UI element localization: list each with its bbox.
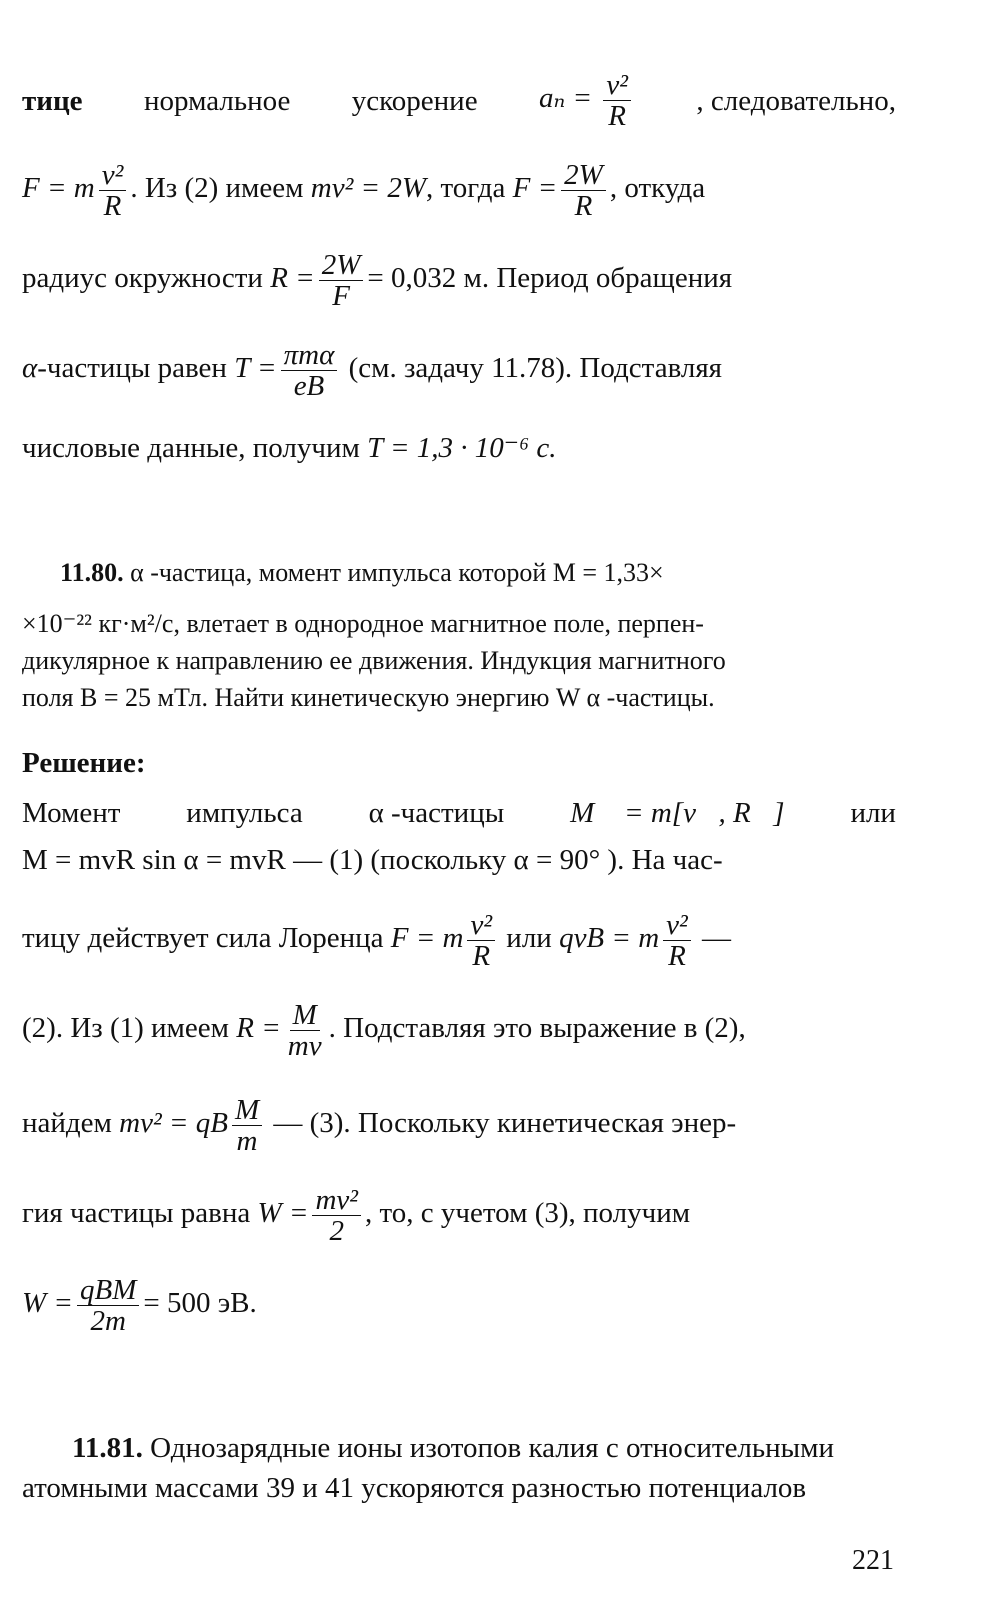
text: радиус окружности <box>22 262 263 295</box>
denominator: R <box>574 190 593 222</box>
text: — <box>702 922 731 955</box>
word: ускорение <box>351 84 478 117</box>
text-line-5 <box>22 430 896 466</box>
text: атомными массами 39 и 41 ускоряются разностью потенциалов <box>22 1472 807 1504</box>
problem-11-80-line-1 <box>60 555 896 591</box>
fraction <box>77 1275 139 1336</box>
formula-part: R = <box>236 1012 281 1045</box>
text: — (3). Поскольку кинетическая энер- <box>273 1107 737 1140</box>
text: M = mvR sin α = mvR — (1) (поскольку α = 90° ). На час- <box>22 844 723 876</box>
numerator: v² <box>603 70 631 101</box>
text: ×10⁻²² кг·м²/с, влетает в однородное магнитное поле, перпен- <box>22 609 704 638</box>
denominator: mv <box>287 1030 322 1062</box>
numerator: mv² <box>312 1185 361 1216</box>
numerator: M <box>232 1095 262 1126</box>
numerator: 2W <box>319 250 364 281</box>
problem-11-80-line-4 <box>22 680 896 716</box>
word: или <box>850 797 896 829</box>
formula-part: M⃗ = m[v⃗, R⃗] <box>570 797 785 829</box>
solution-line-7 <box>22 1275 896 1336</box>
numerator: v² <box>99 160 127 191</box>
numerator: M <box>290 1000 320 1031</box>
text: поля B = 25 мТл. Найти кинетическую энергию W α -частицы. <box>22 683 715 712</box>
fraction <box>561 160 606 221</box>
text: гия частицы равна <box>22 1197 251 1230</box>
text: , то, с учетом (3), получим <box>364 1197 691 1230</box>
fraction <box>232 1095 262 1156</box>
text: (2). Из (1) имеем <box>22 1012 229 1045</box>
formula-part: T = 1,3 · 10⁻⁶ с. <box>367 432 557 464</box>
fraction <box>467 910 495 971</box>
text-line-2 <box>22 160 896 221</box>
text: (см. задачу 11.78). Подставляя <box>348 352 723 385</box>
denominator: R <box>668 940 686 972</box>
formula-part: F = m <box>390 922 464 955</box>
formula-part: T = <box>234 352 277 385</box>
formula-part: W = <box>257 1197 309 1230</box>
denominator: eB <box>293 370 325 402</box>
denominator: R <box>608 100 627 132</box>
problem-11-80-line-3 <box>22 643 896 679</box>
solution-line-4 <box>22 1000 896 1061</box>
formula-part: F = m <box>22 172 95 205</box>
fraction <box>312 1185 361 1246</box>
fraction <box>603 70 631 131</box>
page-number: 221 <box>852 1545 894 1576</box>
word: или <box>506 922 552 955</box>
word: нормальное <box>144 84 291 117</box>
formula <box>539 70 635 131</box>
problem-11-81-line-1 <box>72 1430 896 1466</box>
denominator: R <box>472 940 491 972</box>
problem-number: 11.81. <box>72 1432 143 1464</box>
solution-line-3 <box>22 910 896 971</box>
formula-part: aₙ = <box>539 82 593 115</box>
text-line-1 <box>22 70 896 131</box>
text: -частицы равен <box>37 352 227 385</box>
numerator: πmα <box>281 340 338 371</box>
text: тицу действует сила Лоренца <box>22 922 384 955</box>
solution-line-5 <box>22 1095 896 1156</box>
numerator: 2W <box>561 160 606 191</box>
fraction <box>319 250 364 311</box>
numerator: v² <box>663 910 691 941</box>
solution-heading: Решение: <box>22 747 146 779</box>
word: тице <box>22 84 83 117</box>
solution-line-6 <box>22 1185 896 1246</box>
text: , откуда <box>609 172 706 205</box>
alpha-symbol: α <box>22 352 38 385</box>
formula-part: F = <box>512 172 558 205</box>
text: , тогда <box>426 172 506 205</box>
text: Однозарядные ионы изотопов калия с относительными <box>150 1432 835 1464</box>
text-line-4 <box>22 340 896 401</box>
fraction <box>281 340 338 401</box>
denominator: 2 <box>329 1215 344 1247</box>
text: = 500 эВ. <box>143 1287 257 1320</box>
text: α -частица, момент импульса которой M = 1,33× <box>130 558 664 587</box>
denominator: F <box>332 280 350 312</box>
fraction <box>663 910 691 971</box>
text-line-3 <box>22 250 896 311</box>
formula-part: R = <box>270 262 315 295</box>
text: . Подставляя это выражение в (2), <box>328 1012 746 1045</box>
text: дикулярное к направлению ее движения. Индукция магнитного <box>22 646 726 675</box>
formula-part: W = <box>22 1287 73 1320</box>
solution-line-2 <box>22 842 896 878</box>
fraction <box>285 1000 325 1061</box>
solution-line-1 <box>22 795 896 831</box>
word: , следовательно, <box>696 84 896 117</box>
problem-number: 11.80. <box>60 558 124 587</box>
formula-part: qvB = m <box>559 922 660 955</box>
text: . Из (2) имеем <box>130 172 304 205</box>
text: числовые данные, получим <box>22 432 360 464</box>
word: Момент <box>22 797 121 829</box>
denominator: 2m <box>90 1305 126 1337</box>
word: импульса <box>186 797 303 829</box>
formula-part: mv² = 2W <box>310 172 426 205</box>
problem-11-81-line-2 <box>22 1470 896 1506</box>
text: найдем <box>22 1107 112 1140</box>
denominator: m <box>236 1125 258 1157</box>
fraction <box>99 160 127 221</box>
formula-part: mv² = qB <box>119 1107 228 1140</box>
numerator: v² <box>467 910 495 941</box>
word: α -частицы <box>368 797 505 829</box>
denominator: R <box>103 190 122 222</box>
problem-11-80-line-2 <box>22 606 896 642</box>
numerator: qBM <box>77 1275 139 1306</box>
text: = 0,032 м. Период обращения <box>367 262 733 295</box>
